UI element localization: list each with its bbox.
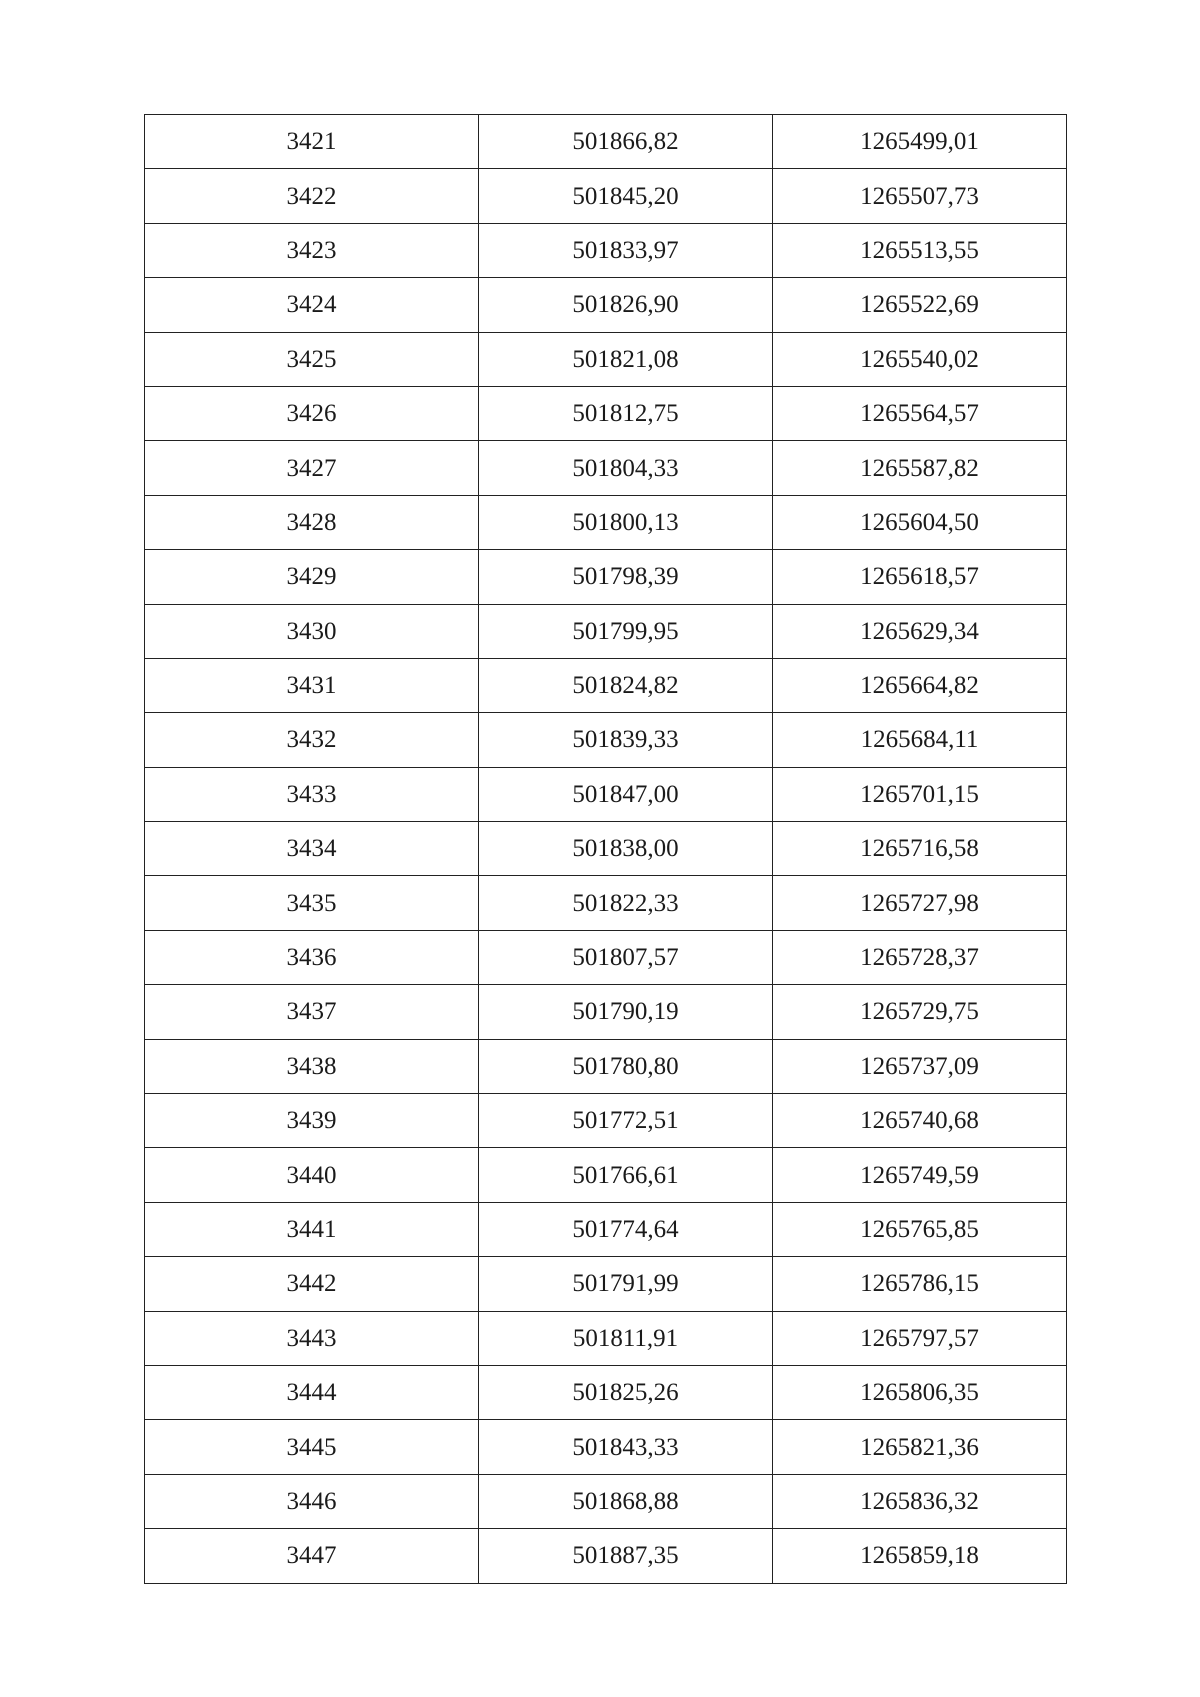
table-row — [145, 1039, 1067, 1093]
x-coordinate-cell: 501799,95 — [479, 604, 773, 658]
x-coordinate-cell: 501780,80 — [479, 1039, 773, 1093]
table-row — [145, 1094, 1067, 1148]
table-row — [145, 713, 1067, 767]
y-coordinate-cell: 1265716,58 — [773, 822, 1067, 876]
table-row — [145, 876, 1067, 930]
point-number-cell: 3429 — [145, 550, 479, 604]
table-row — [145, 115, 1067, 169]
point-number-cell: 3428 — [145, 495, 479, 549]
x-coordinate-cell: 501868,88 — [479, 1474, 773, 1528]
x-coordinate-cell: 501839,33 — [479, 713, 773, 767]
x-coordinate-cell: 501833,97 — [479, 223, 773, 277]
x-coordinate-cell: 501766,61 — [479, 1148, 773, 1202]
table-row — [145, 985, 1067, 1039]
x-coordinate-cell: 501790,19 — [479, 985, 773, 1039]
point-number-cell: 3435 — [145, 876, 479, 930]
y-coordinate-cell: 1265836,32 — [773, 1474, 1067, 1528]
point-number-cell: 3433 — [145, 767, 479, 821]
y-coordinate-cell: 1265513,55 — [773, 223, 1067, 277]
y-coordinate-cell: 1265684,11 — [773, 713, 1067, 767]
point-number-cell: 3443 — [145, 1311, 479, 1365]
point-number-cell: 3436 — [145, 930, 479, 984]
point-number-cell: 3425 — [145, 332, 479, 386]
y-coordinate-cell: 1265729,75 — [773, 985, 1067, 1039]
y-coordinate-cell: 1265797,57 — [773, 1311, 1067, 1365]
table-row — [145, 1148, 1067, 1202]
x-coordinate-cell: 501825,26 — [479, 1365, 773, 1419]
table-row — [145, 1420, 1067, 1474]
x-coordinate-cell: 501811,91 — [479, 1311, 773, 1365]
point-number-cell: 3442 — [145, 1257, 479, 1311]
point-number-cell: 3439 — [145, 1094, 479, 1148]
y-coordinate-cell: 1265701,15 — [773, 767, 1067, 821]
x-coordinate-cell: 501843,33 — [479, 1420, 773, 1474]
table-row — [145, 658, 1067, 712]
x-coordinate-cell: 501798,39 — [479, 550, 773, 604]
y-coordinate-cell: 1265564,57 — [773, 386, 1067, 440]
y-coordinate-cell: 1265786,15 — [773, 1257, 1067, 1311]
point-number-cell: 3438 — [145, 1039, 479, 1093]
point-number-cell: 3447 — [145, 1529, 479, 1583]
coordinates-table-body — [145, 115, 1067, 1584]
coordinates-table — [144, 114, 1067, 1584]
point-number-cell: 3437 — [145, 985, 479, 1039]
x-coordinate-cell: 501774,64 — [479, 1202, 773, 1256]
x-coordinate-cell: 501847,00 — [479, 767, 773, 821]
point-number-cell: 3445 — [145, 1420, 479, 1474]
table-row — [145, 1529, 1067, 1583]
y-coordinate-cell: 1265749,59 — [773, 1148, 1067, 1202]
point-number-cell: 3421 — [145, 115, 479, 169]
y-coordinate-cell: 1265540,02 — [773, 332, 1067, 386]
table-row — [145, 1311, 1067, 1365]
table-row — [145, 441, 1067, 495]
table-row — [145, 930, 1067, 984]
table-row — [145, 169, 1067, 223]
y-coordinate-cell: 1265859,18 — [773, 1529, 1067, 1583]
x-coordinate-cell: 501800,13 — [479, 495, 773, 549]
point-number-cell: 3432 — [145, 713, 479, 767]
point-number-cell: 3422 — [145, 169, 479, 223]
table-row — [145, 223, 1067, 277]
point-number-cell: 3434 — [145, 822, 479, 876]
x-coordinate-cell: 501791,99 — [479, 1257, 773, 1311]
y-coordinate-cell: 1265587,82 — [773, 441, 1067, 495]
x-coordinate-cell: 501772,51 — [479, 1094, 773, 1148]
y-coordinate-cell: 1265806,35 — [773, 1365, 1067, 1419]
table-row — [145, 550, 1067, 604]
x-coordinate-cell: 501822,33 — [479, 876, 773, 930]
point-number-cell: 3440 — [145, 1148, 479, 1202]
x-coordinate-cell: 501812,75 — [479, 386, 773, 440]
x-coordinate-cell: 501838,00 — [479, 822, 773, 876]
x-coordinate-cell: 501824,82 — [479, 658, 773, 712]
point-number-cell: 3441 — [145, 1202, 479, 1256]
y-coordinate-cell: 1265522,69 — [773, 278, 1067, 332]
table-row — [145, 822, 1067, 876]
x-coordinate-cell: 501866,82 — [479, 115, 773, 169]
table-row — [145, 495, 1067, 549]
point-number-cell: 3424 — [145, 278, 479, 332]
table-row — [145, 332, 1067, 386]
y-coordinate-cell: 1265618,57 — [773, 550, 1067, 604]
y-coordinate-cell: 1265499,01 — [773, 115, 1067, 169]
table-row — [145, 767, 1067, 821]
y-coordinate-cell: 1265765,85 — [773, 1202, 1067, 1256]
x-coordinate-cell: 501887,35 — [479, 1529, 773, 1583]
point-number-cell: 3444 — [145, 1365, 479, 1419]
y-coordinate-cell: 1265629,34 — [773, 604, 1067, 658]
point-number-cell: 3430 — [145, 604, 479, 658]
table-row — [145, 1365, 1067, 1419]
y-coordinate-cell: 1265507,73 — [773, 169, 1067, 223]
table-row — [145, 278, 1067, 332]
x-coordinate-cell: 501807,57 — [479, 930, 773, 984]
point-number-cell: 3446 — [145, 1474, 479, 1528]
point-number-cell: 3426 — [145, 386, 479, 440]
y-coordinate-cell: 1265604,50 — [773, 495, 1067, 549]
table-row — [145, 1202, 1067, 1256]
point-number-cell: 3423 — [145, 223, 479, 277]
point-number-cell: 3427 — [145, 441, 479, 495]
y-coordinate-cell: 1265740,68 — [773, 1094, 1067, 1148]
x-coordinate-cell: 501845,20 — [479, 169, 773, 223]
x-coordinate-cell: 501821,08 — [479, 332, 773, 386]
table-row — [145, 1474, 1067, 1528]
table-row — [145, 604, 1067, 658]
table-row — [145, 1257, 1067, 1311]
y-coordinate-cell: 1265664,82 — [773, 658, 1067, 712]
y-coordinate-cell: 1265821,36 — [773, 1420, 1067, 1474]
table-row — [145, 386, 1067, 440]
x-coordinate-cell: 501804,33 — [479, 441, 773, 495]
point-number-cell: 3431 — [145, 658, 479, 712]
x-coordinate-cell: 501826,90 — [479, 278, 773, 332]
y-coordinate-cell: 1265737,09 — [773, 1039, 1067, 1093]
y-coordinate-cell: 1265727,98 — [773, 876, 1067, 930]
y-coordinate-cell: 1265728,37 — [773, 930, 1067, 984]
